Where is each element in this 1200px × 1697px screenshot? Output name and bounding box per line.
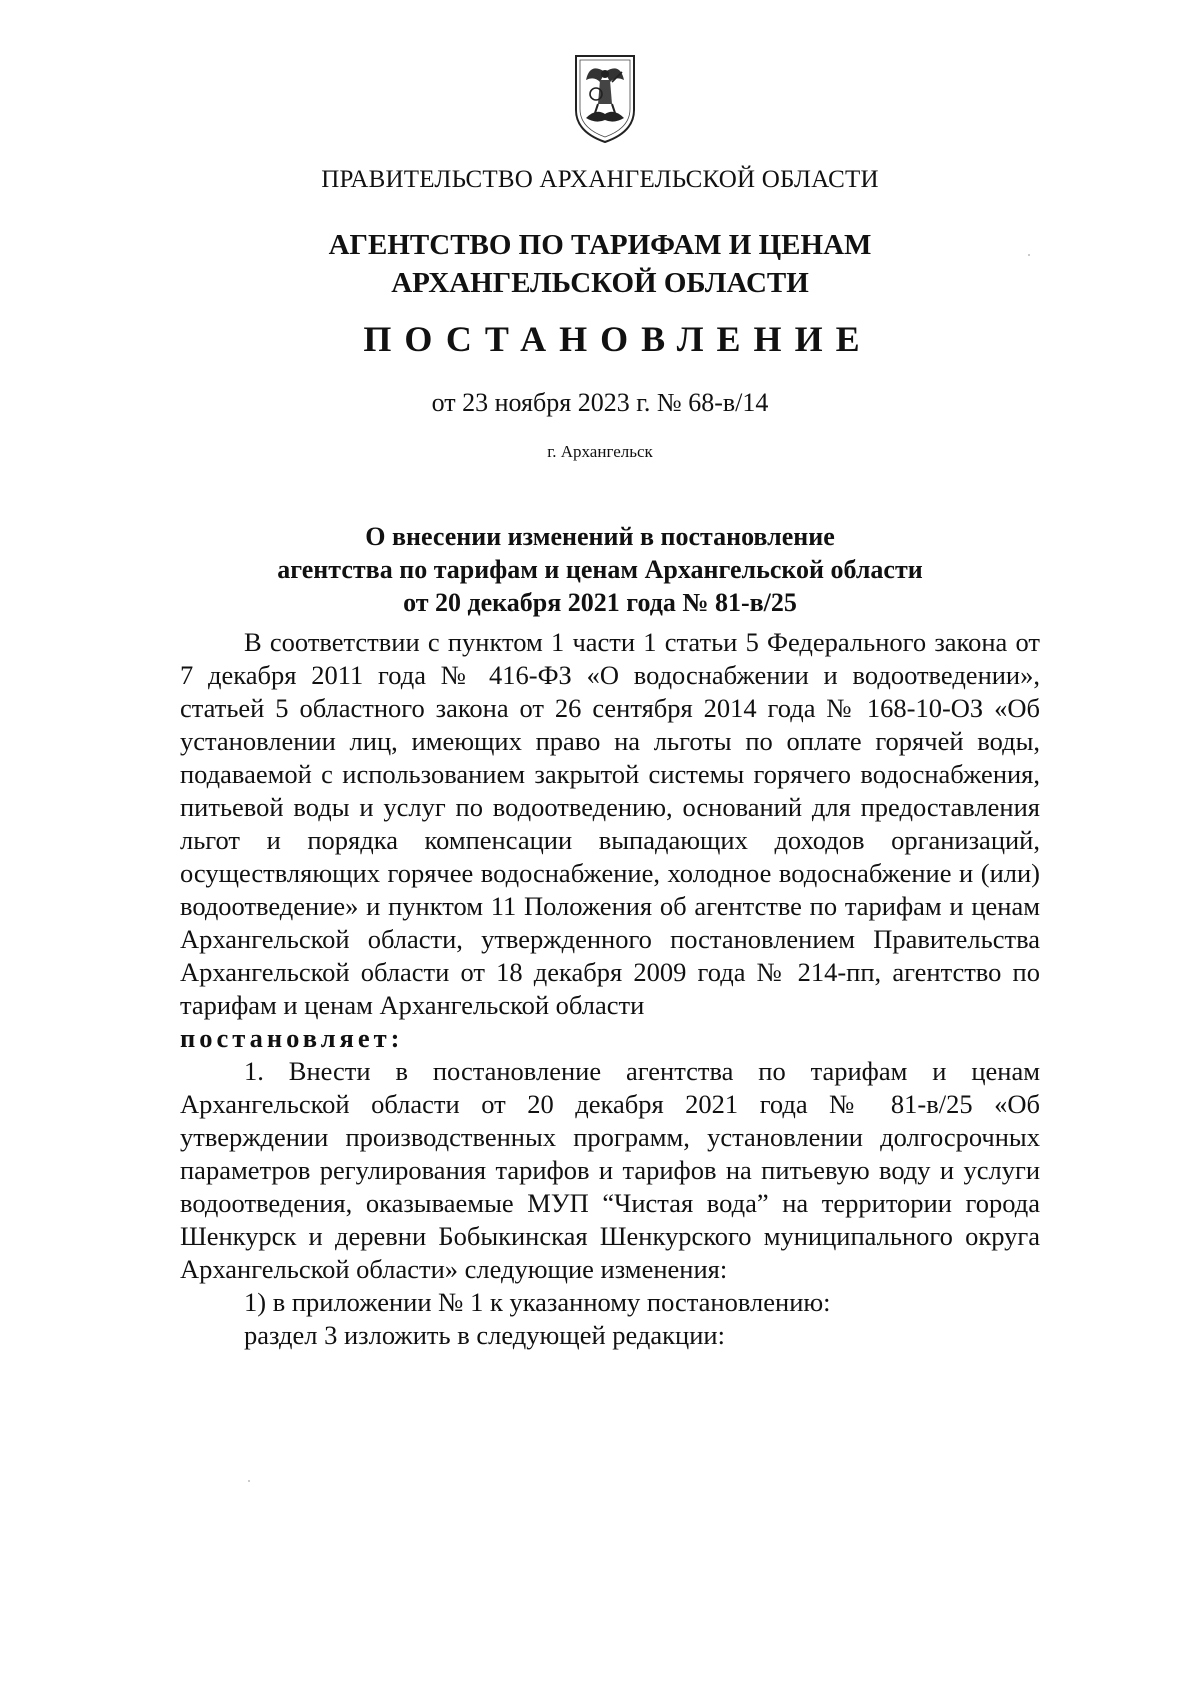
document-body [180, 626, 1040, 1352]
subject-line-1: О внесении изменений в постановление [365, 522, 835, 551]
item-1-paragraph: 1. Внести в постановление агентства по тарифам и ценам Архангельской области от 20 декабря 2021 года № 81-в/25 «Об утверждении производственных программ, установлении долгосрочных параметров регулирования тарифов и тарифов на питьевую воду и услуги водоотведения, оказываемые МУП “Чистая вода” на территории города Шенкурск и деревни Бобыкинская Шенкурского муниципального округа Архангельской области» следующие изменения: [180, 1056, 1040, 1284]
scan-speck [248, 1480, 250, 1482]
document-subject [0, 520, 1200, 619]
document-date-number: от 23 ноября 2023 г. № 68-в/14 [431, 388, 769, 417]
scan-speck [1028, 254, 1030, 256]
sub-item-1-paragraph: 1) в приложении № 1 к указанному постановлению: [244, 1287, 831, 1317]
government-name: ПРАВИТЕЛЬСТВО АРХАНГЕЛЬСКОЙ ОБЛАСТИ [321, 166, 879, 193]
sub-item-2-paragraph: раздел 3 изложить в следующей редакции: [244, 1320, 725, 1350]
resolves-word [180, 1022, 1040, 1055]
agency-name [0, 226, 1200, 302]
preamble-paragraph: В соответствии с пунктом 1 части 1 статьи 5 Федерального закона от 7 декабря 2011 года № 416-ФЗ «О водоснабжении и водоотведении», статьей 5 областного закона от 26 сентября 2014 года № 168-10-ОЗ «Об установлении лиц, имеющих право на льготы по оплате горячей воды, подаваемой с использованием закрытой системы горячего водоснабжения, питьевой воды и услуг по водоотведению, оснований для предоставления льгот и порядка компенсации выпадающих доходов организаций, осуществляющих горячее водоснабжение, холодное водоснабжение и (или) водоотведение» и пунктом 11 Положения об агентстве по тарифам и ценам Архангельской области, утвержденного постановлением Правительства Архангельской области от 18 декабря 2009 года № 214-пп, агентство по тарифам и ценам Архангельской области [180, 627, 1040, 1020]
agency-name-line-2: АРХАНГЕЛЬСКОЙ ОБЛАСТИ [391, 267, 809, 299]
document-city: г. Архангельск [547, 442, 653, 461]
subject-line-3: от 20 декабря 2021 года № 81-в/25 [403, 588, 797, 617]
document-type-title: ПОСТАНОВЛЕНИЕ [363, 319, 873, 359]
resolves-word-text: постановляет: [180, 1023, 404, 1053]
subject-line-2: агентства по тарифам и ценам Архангельской области [277, 555, 923, 584]
coat-of-arms-emblem [572, 52, 638, 144]
agency-name-line-1: АГЕНТСТВО ПО ТАРИФАМ И ЦЕНАМ [328, 229, 872, 261]
